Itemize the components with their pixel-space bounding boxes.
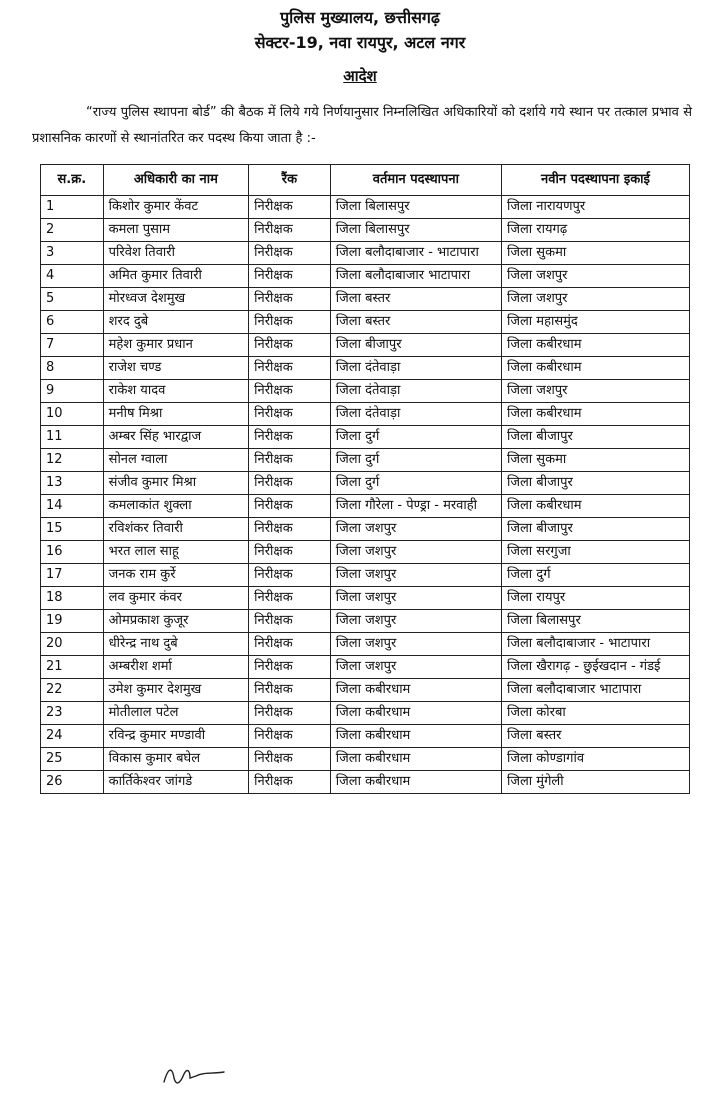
cell-new-posting: जिला महासमुंद bbox=[501, 311, 689, 334]
cell-officer-name: कमला पुसाम bbox=[103, 219, 248, 242]
cell-new-posting: जिला कबीरधाम bbox=[501, 403, 689, 426]
cell-current-posting: जिला जशपुर bbox=[330, 587, 501, 610]
cell-new-posting: जिला कबीरधाम bbox=[501, 357, 689, 380]
cell-rank: निरीक्षक bbox=[249, 196, 331, 219]
office-name: पुलिस मुख्यालय, छत्तीसगढ़ bbox=[280, 8, 440, 27]
cell-current-posting: जिला बलौदाबाजार - भाटापारा bbox=[330, 242, 501, 265]
table-row bbox=[41, 196, 690, 219]
table-row bbox=[41, 219, 690, 242]
cell-rank: निरीक्षक bbox=[249, 771, 331, 794]
table-header-row bbox=[41, 165, 690, 196]
cell-new-posting: जिला मुंगेली bbox=[501, 771, 689, 794]
cell-current-posting: जिला बिलासपुर bbox=[330, 196, 501, 219]
cell-current-posting: जिला कबीरधाम bbox=[330, 679, 501, 702]
cell-current-posting: जिला बीजापुर bbox=[330, 334, 501, 357]
cell-new-posting: जिला बीजापुर bbox=[501, 472, 689, 495]
table-row bbox=[41, 518, 690, 541]
cell-officer-name: मनीष मिश्रा bbox=[103, 403, 248, 426]
table-row bbox=[41, 610, 690, 633]
signature-scribble bbox=[160, 1060, 230, 1090]
cell-officer-name: भरत लाल साहू bbox=[103, 541, 248, 564]
cell-officer-name: विकास कुमार बघेल bbox=[103, 748, 248, 771]
header-rank: रैंक bbox=[249, 165, 331, 196]
table-row bbox=[41, 426, 690, 449]
cell-serial: 21 bbox=[41, 656, 104, 679]
cell-current-posting: जिला बस्तर bbox=[330, 311, 501, 334]
cell-rank: निरीक्षक bbox=[249, 357, 331, 380]
cell-new-posting: जिला जशपुर bbox=[501, 380, 689, 403]
office-address: सेक्टर-19, नवा रायपुर, अटल नगर bbox=[254, 33, 466, 52]
cell-current-posting: जिला दुर्ग bbox=[330, 449, 501, 472]
cell-serial: 3 bbox=[41, 242, 104, 265]
cell-rank: निरीक्षक bbox=[249, 403, 331, 426]
cell-officer-name: धीरेन्द्र नाथ दुबे bbox=[103, 633, 248, 656]
cell-officer-name: राकेश यादव bbox=[103, 380, 248, 403]
cell-new-posting: जिला सरगुजा bbox=[501, 541, 689, 564]
cell-serial: 20 bbox=[41, 633, 104, 656]
cell-new-posting: जिला सुकमा bbox=[501, 242, 689, 265]
cell-officer-name: कमलाकांत शुक्ला bbox=[103, 495, 248, 518]
cell-rank: निरीक्षक bbox=[249, 748, 331, 771]
cell-current-posting: जिला बलौदाबाजार भाटापारा bbox=[330, 265, 501, 288]
order-title: आदेश bbox=[343, 67, 377, 85]
cell-new-posting: जिला बस्तर bbox=[501, 725, 689, 748]
cell-rank: निरीक्षक bbox=[249, 311, 331, 334]
cell-current-posting: जिला बिलासपुर bbox=[330, 219, 501, 242]
table-row bbox=[41, 702, 690, 725]
cell-rank: निरीक्षक bbox=[249, 610, 331, 633]
cell-current-posting: जिला जशपुर bbox=[330, 518, 501, 541]
cell-officer-name: रविन्द्र कुमार मण्डावी bbox=[103, 725, 248, 748]
cell-serial: 22 bbox=[41, 679, 104, 702]
cell-new-posting: जिला कबीरधाम bbox=[501, 495, 689, 518]
cell-new-posting: जिला कोरबा bbox=[501, 702, 689, 725]
cell-new-posting: जिला जशपुर bbox=[501, 265, 689, 288]
cell-serial: 23 bbox=[41, 702, 104, 725]
cell-new-posting: जिला बलौदाबाजार - भाटापारा bbox=[501, 633, 689, 656]
table-row bbox=[41, 633, 690, 656]
cell-rank: निरीक्षक bbox=[249, 449, 331, 472]
table-row bbox=[41, 495, 690, 518]
cell-serial: 25 bbox=[41, 748, 104, 771]
cell-serial: 2 bbox=[41, 219, 104, 242]
cell-current-posting: जिला कबीरधाम bbox=[330, 702, 501, 725]
cell-rank: निरीक्षक bbox=[249, 564, 331, 587]
table-row bbox=[41, 725, 690, 748]
cell-serial: 4 bbox=[41, 265, 104, 288]
table-row bbox=[41, 380, 690, 403]
cell-serial: 24 bbox=[41, 725, 104, 748]
handwritten-signature bbox=[160, 1060, 230, 1094]
cell-officer-name: लव कुमार कंवर bbox=[103, 587, 248, 610]
cell-serial: 11 bbox=[41, 426, 104, 449]
cell-serial: 12 bbox=[41, 449, 104, 472]
cell-current-posting: जिला दंतेवाड़ा bbox=[330, 357, 501, 380]
cell-rank: निरीक्षक bbox=[249, 472, 331, 495]
cell-officer-name: उमेश कुमार देशमुख bbox=[103, 679, 248, 702]
cell-serial: 26 bbox=[41, 771, 104, 794]
cell-officer-name: मोरध्वज देशमुख bbox=[103, 288, 248, 311]
table-row bbox=[41, 656, 690, 679]
cell-rank: निरीक्षक bbox=[249, 541, 331, 564]
cell-rank: निरीक्षक bbox=[249, 702, 331, 725]
cell-current-posting: जिला कबीरधाम bbox=[330, 725, 501, 748]
table-row bbox=[41, 748, 690, 771]
header-current-posting: वर्तमान पदस्थापना bbox=[330, 165, 501, 196]
cell-serial: 17 bbox=[41, 564, 104, 587]
table-body bbox=[41, 196, 690, 794]
cell-current-posting: जिला गौरेला - पेण्ड्रा - मरवाही bbox=[330, 495, 501, 518]
cell-current-posting: जिला कबीरधाम bbox=[330, 771, 501, 794]
cell-serial: 19 bbox=[41, 610, 104, 633]
cell-current-posting: जिला बस्तर bbox=[330, 288, 501, 311]
cell-new-posting: जिला बीजापुर bbox=[501, 426, 689, 449]
table-row bbox=[41, 357, 690, 380]
cell-current-posting: जिला जशपुर bbox=[330, 610, 501, 633]
cell-new-posting: जिला बिलासपुर bbox=[501, 610, 689, 633]
cell-rank: निरीक्षक bbox=[249, 242, 331, 265]
cell-officer-name: रविशंकर तिवारी bbox=[103, 518, 248, 541]
cell-serial: 10 bbox=[41, 403, 104, 426]
cell-serial: 16 bbox=[41, 541, 104, 564]
cell-serial: 7 bbox=[41, 334, 104, 357]
cell-rank: निरीक्षक bbox=[249, 426, 331, 449]
cell-new-posting: जिला खैरागढ़ - छुईखदान - गंडई bbox=[501, 656, 689, 679]
table-row bbox=[41, 242, 690, 265]
order-intro-paragraph: “राज्य पुलिस स्थापना बोर्ड” की बैठक में लिये गये निर्णयानुसार निम्नलिखित अधिकारियों को दर्शाये गये स्थान पर तत्काल प्रभाव से प्रशासनिक कारणों से स्थानांतरित कर पदस्थ किया जाता है :- bbox=[32, 105, 692, 146]
cell-officer-name: अम्बरीश शर्मा bbox=[103, 656, 248, 679]
cell-rank: निरीक्षक bbox=[249, 587, 331, 610]
cell-serial: 13 bbox=[41, 472, 104, 495]
cell-current-posting: जिला जशपुर bbox=[330, 633, 501, 656]
table-row bbox=[41, 403, 690, 426]
table-row bbox=[41, 449, 690, 472]
cell-serial: 6 bbox=[41, 311, 104, 334]
cell-serial: 14 bbox=[41, 495, 104, 518]
cell-officer-name: राजेश चण्ड bbox=[103, 357, 248, 380]
cell-new-posting: जिला नारायणपुर bbox=[501, 196, 689, 219]
cell-rank: निरीक्षक bbox=[249, 518, 331, 541]
cell-officer-name: अमित कुमार तिवारी bbox=[103, 265, 248, 288]
cell-officer-name: परिवेश तिवारी bbox=[103, 242, 248, 265]
table-row bbox=[41, 679, 690, 702]
cell-current-posting: जिला जशपुर bbox=[330, 656, 501, 679]
cell-officer-name: किशोर कुमार केंवट bbox=[103, 196, 248, 219]
table-row bbox=[41, 265, 690, 288]
cell-serial: 18 bbox=[41, 587, 104, 610]
cell-serial: 15 bbox=[41, 518, 104, 541]
cell-officer-name: सोनल ग्वाला bbox=[103, 449, 248, 472]
cell-new-posting: जिला बीजापुर bbox=[501, 518, 689, 541]
table-row bbox=[41, 288, 690, 311]
table-row bbox=[41, 564, 690, 587]
table-row bbox=[41, 541, 690, 564]
cell-new-posting: जिला दुर्ग bbox=[501, 564, 689, 587]
cell-current-posting: जिला कबीरधाम bbox=[330, 748, 501, 771]
cell-rank: निरीक्षक bbox=[249, 495, 331, 518]
cell-serial: 5 bbox=[41, 288, 104, 311]
cell-rank: निरीक्षक bbox=[249, 679, 331, 702]
cell-rank: निरीक्षक bbox=[249, 219, 331, 242]
cell-current-posting: जिला दुर्ग bbox=[330, 472, 501, 495]
cell-rank: निरीक्षक bbox=[249, 334, 331, 357]
cell-rank: निरीक्षक bbox=[249, 288, 331, 311]
header-new-posting: नवीन पदस्थापना इकाई bbox=[501, 165, 689, 196]
cell-officer-name: ओमप्रकाश कुजूर bbox=[103, 610, 248, 633]
cell-officer-name: महेश कुमार प्रधान bbox=[103, 334, 248, 357]
cell-officer-name: शरद दुबे bbox=[103, 311, 248, 334]
cell-officer-name: अम्बर सिंह भारद्वाज bbox=[103, 426, 248, 449]
cell-current-posting: जिला जशपुर bbox=[330, 564, 501, 587]
transfer-table bbox=[40, 164, 690, 794]
table-row bbox=[41, 311, 690, 334]
table-row bbox=[41, 771, 690, 794]
cell-new-posting: जिला जशपुर bbox=[501, 288, 689, 311]
cell-current-posting: जिला जशपुर bbox=[330, 541, 501, 564]
cell-officer-name: मोतीलाल पटेल bbox=[103, 702, 248, 725]
cell-serial: 9 bbox=[41, 380, 104, 403]
cell-new-posting: जिला रायपुर bbox=[501, 587, 689, 610]
table-row bbox=[41, 334, 690, 357]
cell-new-posting: जिला रायगढ़ bbox=[501, 219, 689, 242]
header-officer-name: अधिकारी का नाम bbox=[103, 165, 248, 196]
table-row bbox=[41, 472, 690, 495]
cell-rank: निरीक्षक bbox=[249, 725, 331, 748]
cell-current-posting: जिला दंतेवाड़ा bbox=[330, 403, 501, 426]
cell-officer-name: जनक राम कुर्रे bbox=[103, 564, 248, 587]
cell-new-posting: जिला कोण्डागांव bbox=[501, 748, 689, 771]
cell-rank: निरीक्षक bbox=[249, 633, 331, 656]
cell-new-posting: जिला कबीरधाम bbox=[501, 334, 689, 357]
table-row bbox=[41, 587, 690, 610]
cell-officer-name: कार्तिकेश्वर जांगडे bbox=[103, 771, 248, 794]
cell-serial: 1 bbox=[41, 196, 104, 219]
cell-rank: निरीक्षक bbox=[249, 380, 331, 403]
cell-new-posting: जिला सुकमा bbox=[501, 449, 689, 472]
cell-rank: निरीक्षक bbox=[249, 265, 331, 288]
cell-new-posting: जिला बलौदाबाजार भाटापारा bbox=[501, 679, 689, 702]
cell-current-posting: जिला दुर्ग bbox=[330, 426, 501, 449]
header-serial: स.क्र. bbox=[41, 165, 104, 196]
cell-rank: निरीक्षक bbox=[249, 656, 331, 679]
cell-officer-name: संजीव कुमार मिश्रा bbox=[103, 472, 248, 495]
cell-current-posting: जिला दंतेवाड़ा bbox=[330, 380, 501, 403]
cell-serial: 8 bbox=[41, 357, 104, 380]
